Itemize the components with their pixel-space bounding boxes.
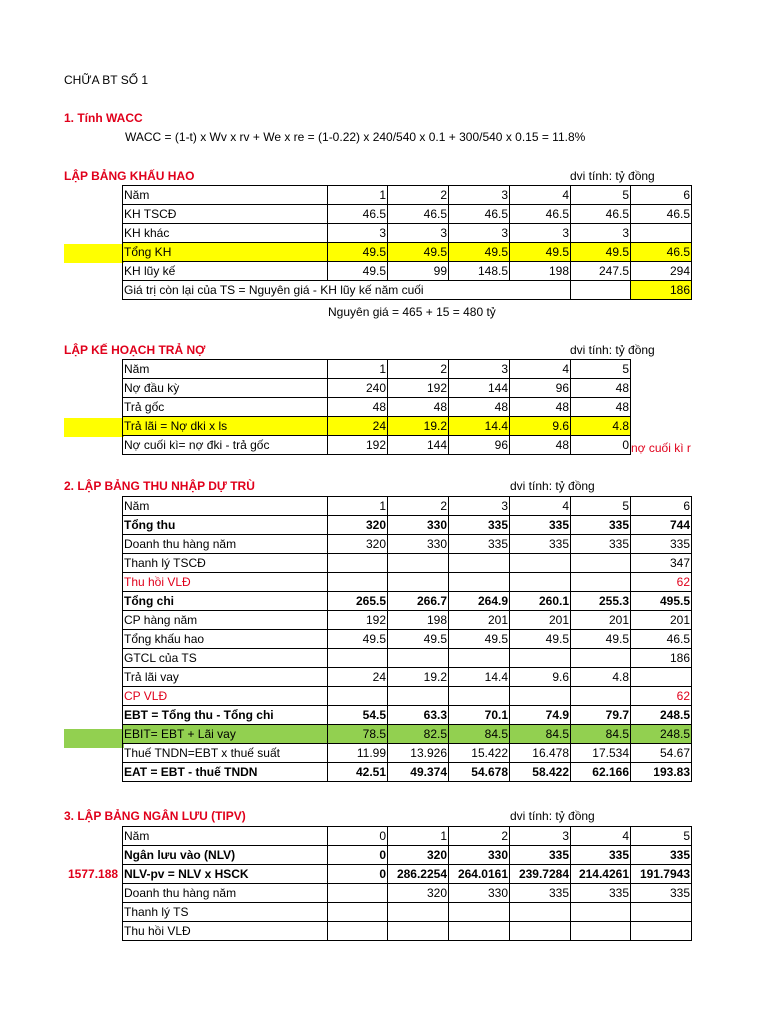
table-cell <box>571 922 631 941</box>
table-cell: 4.8 <box>571 417 631 436</box>
table-row <box>123 592 692 611</box>
table-cell: 330 <box>388 535 449 554</box>
table-cell: 3 <box>449 224 510 243</box>
table-cell <box>388 554 449 573</box>
table-cell: 248.5 <box>631 706 692 725</box>
table-cell: 49.5 <box>510 630 571 649</box>
table-row <box>123 630 692 649</box>
depreciation-heading: LẬP BẢNG KHẤU HAO <box>64 169 195 183</box>
table-cell: 255.3 <box>571 592 631 611</box>
table-cell: 48 <box>449 398 510 417</box>
table-cell: 19.2 <box>388 417 449 436</box>
row-label: Thu hồi VLĐ <box>123 922 328 941</box>
highlight-band <box>64 418 124 437</box>
table-row <box>123 668 692 687</box>
row-label: CP VLĐ <box>123 687 328 706</box>
table-cell: 260.1 <box>510 592 571 611</box>
table-cell: 49.374 <box>388 763 449 782</box>
table-cell: 495.5 <box>631 592 692 611</box>
income-table <box>122 496 692 782</box>
table-cell <box>510 922 571 941</box>
row-label: KH khác <box>123 224 328 243</box>
table-cell: 192 <box>328 611 388 630</box>
table-cell: 186 <box>631 281 692 300</box>
table-row <box>123 379 631 398</box>
table-cell: 330 <box>388 516 449 535</box>
table-cell: 19.2 <box>388 668 449 687</box>
table-row <box>123 516 692 535</box>
table-cell: 201 <box>631 611 692 630</box>
depreciation-table <box>122 185 692 300</box>
table-cell: 4.8 <box>571 668 631 687</box>
table-cell: 96 <box>449 436 510 455</box>
table-cell: 6 <box>631 497 692 516</box>
table-cell: 335 <box>571 846 631 865</box>
table-cell: 320 <box>328 535 388 554</box>
table-cell: 16.478 <box>510 744 571 763</box>
row-label: Nợ đầu kỳ <box>123 379 328 398</box>
table-cell: 46.5 <box>631 630 692 649</box>
table-cell: 1 <box>328 497 388 516</box>
row-label: Nợ cuối kì= nợ đki - trả gốc <box>123 436 328 455</box>
table-cell: 335 <box>449 516 510 535</box>
table-cell: 42.51 <box>328 763 388 782</box>
cashflow-table <box>122 826 692 941</box>
table-row <box>123 535 692 554</box>
debt-unit: dvi tính: tỷ đồng <box>570 343 655 357</box>
table-cell: 54.5 <box>328 706 388 725</box>
table-cell: 265.5 <box>328 592 388 611</box>
table-cell: 4 <box>571 827 631 846</box>
table-row <box>123 865 692 884</box>
table-row <box>123 262 692 281</box>
income-heading: 2. LẬP BẢNG THU NHẬP DỰ TRÙ <box>64 479 255 493</box>
row-label: EBIT= EBT + Lãi vay <box>123 725 328 744</box>
row-label: Doanh thu hàng năm <box>123 535 328 554</box>
table-cell: 1 <box>328 360 388 379</box>
table-cell: 84.5 <box>510 725 571 744</box>
row-label: NLV-pv = NLV x HSCK <box>123 865 328 884</box>
row-label: Trả lãi = Nợ dki x ls <box>123 417 328 436</box>
wacc-heading: 1. Tính WACC <box>64 111 143 125</box>
table-cell <box>449 922 510 941</box>
table-row <box>123 706 692 725</box>
table-cell: 46.5 <box>631 243 692 262</box>
table-cell <box>631 922 692 941</box>
table-cell: 46.5 <box>510 205 571 224</box>
row-label: Thu hồi VLĐ <box>123 573 328 592</box>
table-cell: 201 <box>510 611 571 630</box>
debt-table <box>122 359 631 455</box>
row-label: Ngân lưu vào (NLV) <box>123 846 328 865</box>
row-label: GTCL của TS <box>123 649 328 668</box>
table-row <box>123 281 692 300</box>
debt-heading: LẬP KẾ HOẠCH TRẢ NỢ <box>64 343 206 357</box>
table-cell: 49.5 <box>571 630 631 649</box>
table-cell: 320 <box>328 516 388 535</box>
cashflow-unit: dvi tính: tỷ đồng <box>510 809 595 823</box>
row-label: Trả gốc <box>123 398 328 417</box>
table-cell <box>388 922 449 941</box>
highlight-band <box>64 244 124 263</box>
table-cell <box>571 903 631 922</box>
row-label: Thanh lý TSCĐ <box>123 554 328 573</box>
row-label: Năm <box>123 827 328 846</box>
table-cell: 201 <box>449 611 510 630</box>
table-cell <box>571 573 631 592</box>
table-cell <box>449 687 510 706</box>
table-cell: 70.1 <box>449 706 510 725</box>
table-row <box>123 573 692 592</box>
table-row <box>123 846 692 865</box>
table-cell <box>328 884 388 903</box>
table-cell: 3 <box>328 224 388 243</box>
table-cell: 48 <box>328 398 388 417</box>
table-cell <box>328 554 388 573</box>
row-label: Thuế TNDN=EBT x thuế suất <box>123 744 328 763</box>
row-label: EBT = Tổng thu - Tổng chi <box>123 706 328 725</box>
row-label: KH lũy kế <box>123 262 328 281</box>
cashflow-heading: 3. LẬP BẢNG NGÂN LƯU (TIPV) <box>64 809 246 823</box>
table-cell: 335 <box>571 535 631 554</box>
row-label: CP hàng năm <box>123 611 328 630</box>
row-label: Thanh lý TS <box>123 903 328 922</box>
table-cell: 9.6 <box>510 668 571 687</box>
table-cell: 78.5 <box>328 725 388 744</box>
table-row <box>123 922 692 941</box>
table-cell <box>510 573 571 592</box>
table-row <box>123 903 692 922</box>
table-cell <box>449 649 510 668</box>
table-cell <box>449 573 510 592</box>
table-row <box>123 827 692 846</box>
row-label: Tổng KH <box>123 243 328 262</box>
table-cell: 49.5 <box>449 243 510 262</box>
table-cell: 14.4 <box>449 417 510 436</box>
table-cell <box>631 903 692 922</box>
table-cell: 49.5 <box>571 243 631 262</box>
table-cell: 62 <box>631 687 692 706</box>
row-label: Năm <box>123 186 328 205</box>
table-cell: 4 <box>510 360 571 379</box>
table-cell: 49.5 <box>328 630 388 649</box>
table-cell: 0 <box>328 865 388 884</box>
table-cell: 14.4 <box>449 668 510 687</box>
table-cell: 3 <box>571 224 631 243</box>
table-cell: 11.99 <box>328 744 388 763</box>
table-cell: 48 <box>571 398 631 417</box>
table-cell: 49.5 <box>328 262 388 281</box>
table-cell: 198 <box>510 262 571 281</box>
table-cell: 2 <box>388 186 449 205</box>
table-cell: 48 <box>510 436 571 455</box>
table-cell: 335 <box>631 535 692 554</box>
table-cell <box>510 649 571 668</box>
table-cell: 49.5 <box>510 243 571 262</box>
table-cell: 320 <box>388 884 449 903</box>
table-cell <box>571 554 631 573</box>
table-cell: 96 <box>510 379 571 398</box>
table-cell: 17.534 <box>571 744 631 763</box>
table-row <box>123 497 692 516</box>
table-cell: 6 <box>631 186 692 205</box>
depreciation-note: Nguyên giá = 465 + 15 = 480 tỷ <box>328 305 496 319</box>
table-cell: 3 <box>449 186 510 205</box>
table-row <box>123 725 692 744</box>
table-cell: 49.5 <box>328 243 388 262</box>
table-cell: 239.7284 <box>510 865 571 884</box>
table-cell: 4 <box>510 497 571 516</box>
table-cell: 63.3 <box>388 706 449 725</box>
table-cell: 13.926 <box>388 744 449 763</box>
table-cell: 49.5 <box>388 630 449 649</box>
table-row <box>123 224 692 243</box>
table-cell: 347 <box>631 554 692 573</box>
table-cell: 198 <box>388 611 449 630</box>
table-cell <box>631 668 692 687</box>
table-cell <box>510 687 571 706</box>
table-cell: 193.83 <box>631 763 692 782</box>
table-cell: 1 <box>388 827 449 846</box>
table-row <box>123 436 631 455</box>
table-cell <box>571 281 631 300</box>
table-cell: 144 <box>388 436 449 455</box>
table-cell: 3 <box>510 224 571 243</box>
table-cell: 201 <box>571 611 631 630</box>
table-cell: 54.67 <box>631 744 692 763</box>
table-cell: 62 <box>631 573 692 592</box>
table-cell: 5 <box>571 497 631 516</box>
wacc-formula: WACC = (1-t) x Wv x rv + We x re = (1-0.22) x 240/540 x 0.1 + 300/540 x 0.15 = 11.8% <box>125 130 586 144</box>
table-row <box>123 205 692 224</box>
table-cell: 264.9 <box>449 592 510 611</box>
table-cell: 46.5 <box>449 205 510 224</box>
table-cell: 54.678 <box>449 763 510 782</box>
table-cell: 248.5 <box>631 725 692 744</box>
table-row <box>123 186 692 205</box>
table-cell: 15.422 <box>449 744 510 763</box>
table-cell <box>328 922 388 941</box>
table-row <box>123 554 692 573</box>
table-cell: 5 <box>571 186 631 205</box>
row-label: Giá trị còn lại của TS = Nguyên giá - KH lũy kế năm cuối <box>123 281 571 300</box>
table-cell: 3 <box>388 224 449 243</box>
table-row <box>123 744 692 763</box>
row-label: Doanh thu hàng năm <box>123 884 328 903</box>
table-cell: 48 <box>510 398 571 417</box>
table-cell <box>328 687 388 706</box>
table-cell: 744 <box>631 516 692 535</box>
table-cell <box>449 554 510 573</box>
table-cell: 335 <box>510 516 571 535</box>
table-cell: 192 <box>328 436 388 455</box>
table-row <box>123 687 692 706</box>
table-cell <box>328 573 388 592</box>
table-cell <box>631 224 692 243</box>
table-cell: 3 <box>449 360 510 379</box>
table-cell: 335 <box>510 846 571 865</box>
row-label: EAT = EBT - thuế TNDN <box>123 763 328 782</box>
table-cell: 5 <box>631 827 692 846</box>
table-cell: 58.422 <box>510 763 571 782</box>
table-cell: 49.5 <box>449 630 510 649</box>
table-cell: 2 <box>388 360 449 379</box>
table-cell: 46.5 <box>631 205 692 224</box>
row-label: Tổng thu <box>123 516 328 535</box>
table-cell: 335 <box>449 535 510 554</box>
table-cell: 335 <box>631 884 692 903</box>
row-label: Tổng khấu hao <box>123 630 328 649</box>
row-label: Tổng chi <box>123 592 328 611</box>
table-cell: 82.5 <box>388 725 449 744</box>
table-cell: 335 <box>571 516 631 535</box>
highlight-band <box>64 729 124 748</box>
table-cell: 264.0161 <box>449 865 510 884</box>
table-cell <box>388 649 449 668</box>
table-cell <box>328 649 388 668</box>
table-cell: 330 <box>449 846 510 865</box>
table-cell: 84.5 <box>449 725 510 744</box>
table-cell: 286.2254 <box>388 865 449 884</box>
table-cell: 186 <box>631 649 692 668</box>
row-label: Trả lãi vay <box>123 668 328 687</box>
table-cell <box>388 687 449 706</box>
page-title: CHỮA BT SỐ 1 <box>64 73 149 87</box>
table-cell <box>388 573 449 592</box>
row-label: Năm <box>123 360 328 379</box>
table-cell <box>571 649 631 668</box>
table-row <box>123 417 631 436</box>
table-cell: 214.4261 <box>571 865 631 884</box>
table-cell: 335 <box>510 535 571 554</box>
table-cell: 266.7 <box>388 592 449 611</box>
table-cell: 3 <box>510 827 571 846</box>
table-cell: 144 <box>449 379 510 398</box>
table-cell <box>388 903 449 922</box>
table-cell: 335 <box>571 884 631 903</box>
table-cell: 48 <box>388 398 449 417</box>
table-row <box>123 763 692 782</box>
table-row <box>123 649 692 668</box>
depreciation-unit: dvi tính: tỷ đồng <box>570 169 655 183</box>
table-cell: 148.5 <box>449 262 510 281</box>
table-cell: 192 <box>388 379 449 398</box>
table-cell <box>510 903 571 922</box>
table-row <box>123 243 692 262</box>
table-cell: 46.5 <box>571 205 631 224</box>
table-row <box>123 398 631 417</box>
table-cell: 2 <box>449 827 510 846</box>
row-label: Năm <box>123 497 328 516</box>
table-cell: 99 <box>388 262 449 281</box>
table-cell: 320 <box>388 846 449 865</box>
table-cell: 24 <box>328 668 388 687</box>
table-cell: 74.9 <box>510 706 571 725</box>
table-cell <box>328 903 388 922</box>
table-cell: 9.6 <box>510 417 571 436</box>
income-unit: dvi tính: tỷ đồng <box>510 479 595 493</box>
table-cell: 46.5 <box>388 205 449 224</box>
table-cell: 2 <box>388 497 449 516</box>
table-cell: 46.5 <box>328 205 388 224</box>
table-cell: 24 <box>328 417 388 436</box>
table-cell: 294 <box>631 262 692 281</box>
table-cell: 240 <box>328 379 388 398</box>
table-cell: 247.5 <box>571 262 631 281</box>
table-row <box>123 884 692 903</box>
row-label: KH TSCĐ <box>123 205 328 224</box>
npv-side-value: 1577.188 <box>68 867 119 881</box>
table-cell <box>571 687 631 706</box>
table-cell: 48 <box>571 379 631 398</box>
table-cell: 335 <box>631 846 692 865</box>
table-cell: 0 <box>328 827 388 846</box>
table-cell: 191.7943 <box>631 865 692 884</box>
table-row <box>123 360 631 379</box>
table-row <box>123 611 692 630</box>
table-cell: 79.7 <box>571 706 631 725</box>
table-cell: 330 <box>449 884 510 903</box>
table-cell: 0 <box>571 436 631 455</box>
table-cell: 84.5 <box>571 725 631 744</box>
table-cell: 62.166 <box>571 763 631 782</box>
debt-overflow-note: nợ cuối kì r <box>631 441 691 455</box>
table-cell: 4 <box>510 186 571 205</box>
table-cell: 5 <box>571 360 631 379</box>
table-cell <box>449 903 510 922</box>
table-cell: 0 <box>328 846 388 865</box>
table-cell: 3 <box>449 497 510 516</box>
table-cell: 335 <box>510 884 571 903</box>
table-cell: 49.5 <box>388 243 449 262</box>
table-cell <box>510 554 571 573</box>
table-cell: 1 <box>328 186 388 205</box>
